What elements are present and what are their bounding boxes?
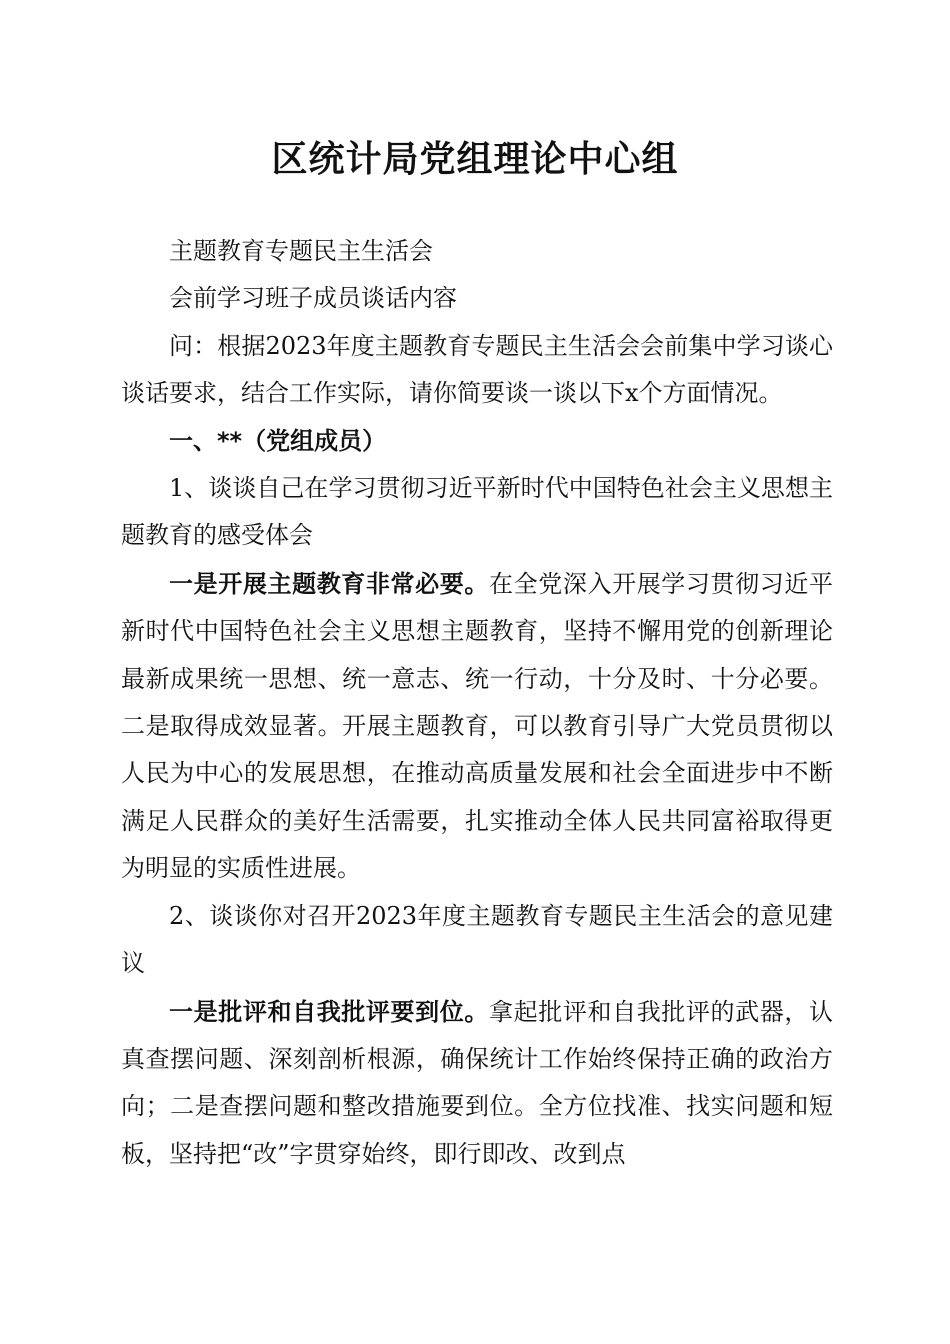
item-2-answer [121,988,833,1179]
item-1-question: 1、谈谈自己在学习贯彻习近平新时代中国特色社会主义思想主题教育的感受体会 [121,474,833,550]
item-1-answer [121,560,833,893]
item-1-answer-text: 在全党深入开展学习贯彻习近平新时代中国特色社会主义思想主题教育，坚持不懈用党的创新理论最新成果统一思想、统一意志、统一行动，十分及时、十分必要。二是取得成效显著。开展主题教育，可以教育引导广大党员贯彻以人民为中心的发展思想，在推动高质量发展和社会全面进步中不断满足人民群众的美好生活需要，扎实推动全体人民共同富裕取得更为明显的实质性进展。 [121,569,833,883]
section-heading: 一、**（党组成员） [169,426,387,455]
item-1-answer-lead: 一是开展主题教育非常必要。 [169,568,489,598]
item-2-answer-lead: 一是批评和自我批评要到位。 [169,996,489,1026]
document-title: 区统计局党组理论中心组 [271,139,679,180]
item-2-answer-text: 拿起批评和自我批评的武器，认真查摆问题、深刻剖析根源，确保统计工作始终保持正确的政治方向；二是查摆问题和整改措施要到位。全方位找准、找实问题和短板，坚持把“改”字贯穿始终，即行即改、改到点 [121,997,833,1168]
item-2-question: 2、谈谈你对召开2023年度主题教育专题民主生活会的意见建议 [121,901,833,978]
subtitle-line-2: 会前学习班子成员谈话内容 [169,284,457,313]
subtitle-line-1: 主题教育专题民主生活会 [169,237,433,265]
question-paragraph: 问：根据2023年度主题教育专题民主生活会会前集中学习谈心谈话要求，结合工作实际，请你简要谈一谈以下x个方面情况。 [121,331,833,408]
document-body [121,228,833,1178]
